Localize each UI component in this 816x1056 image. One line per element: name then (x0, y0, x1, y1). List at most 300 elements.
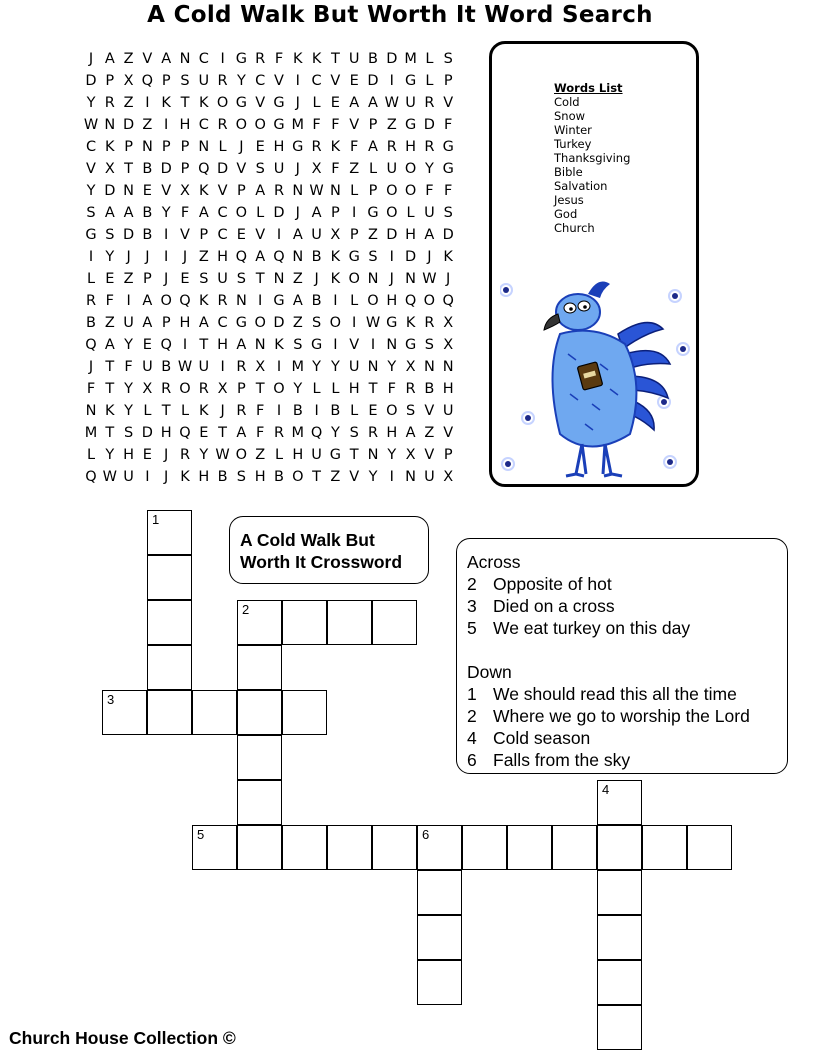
word-search-letter: K (161, 95, 171, 111)
word-search-letter: U (348, 51, 360, 67)
crossword-cell[interactable] (147, 600, 192, 645)
word-search-letter: O (273, 381, 285, 397)
crossword-cell[interactable] (372, 600, 417, 645)
word-search-letter: G (85, 227, 97, 243)
clue-text: Died on a cross (493, 596, 615, 616)
clue-number: 6 (467, 750, 477, 770)
word-search-letter: T (180, 95, 190, 111)
word-search-letter: I (88, 249, 94, 265)
word-search-letter: X (142, 381, 153, 397)
word-search-letter: B (330, 403, 341, 419)
crossword-cell[interactable] (597, 870, 642, 915)
word-search-letter: C (217, 315, 228, 331)
word-search-letter: Q (179, 293, 191, 309)
word-search-letter: O (254, 315, 266, 331)
word-search-letter: C (311, 73, 322, 89)
crossword-cell[interactable] (597, 780, 642, 825)
crossword-cell[interactable] (237, 780, 282, 825)
word-search-letter: I (220, 51, 225, 67)
word-search-letter: P (237, 381, 246, 397)
word-search-letter: A (255, 183, 266, 199)
clue-text: We should read this all the time (493, 684, 737, 704)
down-clue (467, 749, 787, 771)
crossword-cell[interactable] (687, 825, 732, 870)
word-search-letter: K (330, 139, 341, 155)
word-search-letter: H (292, 447, 304, 463)
word-search-letter: D (273, 205, 285, 221)
word-search-letter: M (291, 117, 305, 133)
word-search-letter: H (179, 117, 191, 133)
word-search-letter: S (349, 425, 359, 441)
word-search-letter: N (198, 139, 210, 155)
word-search-letter: G (310, 337, 323, 353)
word-search-letter: G (386, 315, 398, 331)
word-search-letter: Q (160, 337, 172, 353)
word-search-letter: X (405, 447, 416, 463)
word-search-letter: V (142, 51, 153, 67)
word-search-letter: Q (235, 249, 248, 265)
word-search-letter: D (442, 227, 454, 243)
word-search-letter: N (254, 337, 266, 353)
word-search-letter: I (352, 205, 357, 221)
word-search-letter: J (164, 447, 169, 463)
word-search-letter: F (444, 117, 453, 133)
word-search-letter: K (311, 51, 322, 67)
down-clue (467, 705, 787, 727)
crossword-cell[interactable] (237, 690, 282, 735)
word-search-letter: V (424, 447, 435, 463)
word-search-letter: C (217, 227, 228, 243)
word-search-letter: N (367, 271, 379, 287)
word-search-letter: M (291, 425, 305, 441)
word-search-letter: C (255, 73, 266, 89)
word-search-letter: Z (198, 249, 209, 265)
crossword-cell[interactable] (552, 825, 597, 870)
word-search-letter: V (330, 73, 341, 89)
word-search-letter: X (255, 359, 266, 375)
down-clue (467, 683, 787, 705)
crossword-cell[interactable] (237, 600, 282, 645)
word-search-letter: U (424, 205, 435, 221)
word-search-letter: W (102, 469, 117, 485)
word-search-letter: M (84, 425, 98, 441)
clue-number: 5 (467, 618, 477, 638)
word-search-letter: N (179, 51, 191, 67)
word-search-letter: R (85, 293, 97, 309)
word-search-letter: J (164, 271, 169, 287)
word-search-letter: A (292, 227, 303, 243)
word-search-letter: G (348, 249, 360, 265)
word-search-letter: A (255, 249, 266, 265)
word-search-letter: A (104, 337, 115, 353)
word-search-letter: D (405, 249, 417, 265)
word-search-letter: R (405, 381, 416, 397)
crossword-cell-number: 6 (422, 827, 430, 842)
word-search-letter: U (442, 403, 454, 419)
word-search-letter: G (235, 95, 248, 111)
word-search-letter: S (443, 205, 453, 221)
word-search-letter: Y (86, 95, 96, 111)
word-search-letter: D (141, 425, 153, 441)
crossword-cell-number: 3 (107, 692, 115, 707)
word-search-letter: V (180, 227, 190, 243)
word-search-letter: I (352, 315, 357, 331)
crossword-cell[interactable] (192, 690, 237, 735)
word-search-letter: Y (124, 381, 134, 397)
word-search-letter: T (255, 381, 265, 397)
word-search-letter: L (406, 205, 415, 221)
word-search-letter: Q (85, 469, 97, 485)
word-search-letter: K (199, 95, 209, 111)
word-search-letter: H (273, 139, 285, 155)
word-search-letter: E (105, 271, 115, 287)
word-search-letter: B (142, 161, 153, 177)
word-search-letter: E (199, 425, 209, 441)
word-search-letter: A (236, 425, 247, 441)
word-search-letter: X (123, 73, 134, 89)
word-search-letter: W (422, 271, 437, 287)
word-search-letter: R (198, 381, 209, 397)
word-search-letter: G (273, 95, 285, 111)
word-search-letter: Z (292, 315, 303, 331)
word-search-letter: T (218, 425, 228, 441)
word-search-letter: K (330, 249, 341, 265)
word-search-letter: I (389, 73, 394, 89)
word-search-letter: K (199, 403, 209, 419)
word-search-letter: N (123, 183, 135, 199)
word-search-letter: O (235, 117, 248, 133)
word-search-letter: I (389, 469, 394, 485)
word-search-letter: J (239, 139, 244, 155)
word-search-letter: N (292, 183, 304, 199)
crossword-cell[interactable] (147, 690, 192, 735)
word-search-letter: H (160, 425, 172, 441)
crossword-title (229, 516, 429, 584)
crossword-cell[interactable] (192, 825, 237, 870)
crossword-cell[interactable] (372, 825, 417, 870)
word-search-letter: I (145, 95, 150, 111)
word-search-letter: Z (123, 271, 134, 287)
word-search-letter: Y (105, 447, 115, 463)
word-search-letter: I (126, 293, 131, 309)
crossword-cell[interactable] (417, 915, 462, 960)
word-search-letter: G (404, 117, 417, 133)
crossword-cell[interactable] (102, 690, 147, 735)
word-search-letter: O (292, 469, 304, 485)
word-search-letter: G (273, 293, 285, 309)
word-search-letter: F (256, 425, 265, 441)
crossword-cell[interactable] (282, 600, 327, 645)
clue-number: 3 (467, 596, 477, 616)
word-search-letter: A (198, 315, 209, 331)
word-search-letter: O (386, 205, 398, 221)
crossword-cell[interactable] (282, 690, 327, 735)
word-search-letter: Y (124, 403, 134, 419)
word-search-letter: P (349, 227, 359, 243)
word-search-letter: U (311, 227, 322, 243)
word-search-letter: A (104, 205, 115, 221)
cold-turkey-icon (500, 264, 690, 484)
crossword-cell[interactable] (237, 645, 282, 690)
word-search-letter: L (274, 447, 284, 463)
word-search-letter: L (86, 271, 96, 287)
word-search-letter: P (161, 139, 171, 155)
word-search-letter: R (424, 139, 435, 155)
word-search-letter: X (104, 161, 115, 177)
word-search-letter: V (349, 469, 360, 485)
word-search-letter: O (423, 293, 436, 309)
word-search-letter: I (220, 359, 225, 375)
word-search-letter: H (123, 447, 135, 463)
word-search-letter: B (311, 293, 322, 309)
word-search-letter: Y (293, 381, 303, 397)
word-search-letter: O (348, 271, 360, 287)
word-search-letter: T (161, 403, 171, 419)
word-search-letter: D (217, 161, 229, 177)
word-search-letter: E (368, 403, 378, 419)
word-search-letter: D (386, 51, 398, 67)
word-search-letter: L (256, 205, 265, 221)
word-search-letter: S (405, 403, 416, 419)
word-search-letter: W (384, 95, 399, 111)
word-search-letter: D (160, 161, 172, 177)
word-search-letter: T (255, 271, 265, 287)
word-search-letter: Z (424, 425, 435, 441)
word-search-letter: K (330, 271, 341, 287)
clue-number: 2 (467, 706, 477, 726)
word-search-letter: D (273, 315, 285, 331)
word-list-item: Cold (554, 95, 580, 109)
word-search-letter: Z (386, 117, 397, 133)
word-search-letter: P (237, 183, 246, 199)
word-search-letter: F (350, 139, 359, 155)
word-list-item: God (554, 207, 578, 221)
word-search-letter: Z (330, 469, 341, 485)
word-list-title: Words List (554, 81, 623, 95)
crossword-cell[interactable] (237, 825, 282, 870)
word-search-letter: A (405, 425, 416, 441)
word-search-letter: N (405, 271, 417, 287)
word-search-letter: Y (330, 425, 340, 441)
word-search-letter: X (443, 315, 454, 331)
word-search-letter: J (295, 161, 300, 177)
crossword-title-line: A Cold Walk But (240, 530, 375, 550)
word-search-letter: I (333, 293, 338, 309)
word-search-letter: J (295, 95, 300, 111)
word-search-letter: K (105, 139, 115, 155)
word-search-letter: V (86, 161, 96, 177)
word-search-letter: R (236, 359, 247, 375)
word-search-letter: C (198, 117, 209, 133)
word-search-letter: D (423, 117, 435, 133)
word-search-letter: T (330, 51, 340, 67)
crossword-cell[interactable] (327, 600, 372, 645)
word-search-letter: R (386, 139, 397, 155)
crossword-cell[interactable] (642, 825, 687, 870)
word-search-letter: M (404, 51, 417, 67)
word-search-letter: B (424, 381, 435, 397)
word-search-letter: N (273, 271, 285, 287)
word-search-letter: L (331, 381, 340, 397)
word-search-letter: O (404, 161, 417, 177)
word-search-letter: I (164, 227, 169, 243)
crossword-cell[interactable] (597, 915, 642, 960)
crossword-cell-number: 4 (602, 782, 610, 797)
word-search-letter: B (142, 205, 153, 221)
word-search-letter: A (368, 95, 378, 111)
word-search-letter: W (83, 117, 99, 133)
word-search-letter: V (349, 337, 360, 353)
word-search-letter: Z (104, 315, 115, 331)
word-search-letter: F (105, 293, 114, 309)
word-search-letter: V (255, 95, 266, 111)
word-search-letter: L (368, 161, 378, 177)
word-search-letter: I (314, 403, 319, 419)
word-search-letter: L (350, 293, 359, 309)
word-search-letter: Y (387, 359, 397, 375)
word-search-letter: J (314, 271, 319, 287)
word-search-letter: H (348, 381, 360, 397)
word-search-letter: O (386, 183, 398, 199)
crossword-cell[interactable] (282, 825, 327, 870)
clue-number: 4 (467, 728, 477, 748)
word-search-letter: N (141, 139, 153, 155)
word-search-letter: N (386, 337, 398, 353)
word-search-letter: A (349, 95, 360, 111)
word-search-letter: S (368, 249, 378, 265)
word-search-letter: U (273, 161, 285, 177)
word-search-letter: J (220, 403, 225, 419)
word-search-letter: O (179, 381, 191, 397)
word-list-item: Bible (554, 165, 583, 179)
word-search-letter: G (442, 139, 454, 155)
word-search-letter: T (312, 469, 322, 485)
word-search-letter: R (217, 117, 228, 133)
word-search-letter: V (349, 117, 360, 133)
word-search-letter: K (199, 183, 209, 199)
word-search-letter: T (368, 381, 378, 397)
word-search-letter: Y (199, 447, 209, 463)
clue-text: We eat turkey on this day (493, 618, 691, 638)
word-search-letter: Y (236, 73, 246, 89)
word-search-letter: J (182, 249, 188, 265)
word-search-letter: A (142, 293, 153, 309)
word-search-letter: P (443, 447, 453, 463)
word-search-letter: F (331, 161, 340, 177)
word-list-item: Church (554, 221, 595, 235)
word-search-letter: H (386, 425, 398, 441)
word-search-letter: H (386, 293, 398, 309)
word-list-box (489, 41, 699, 487)
word-search-letter: Z (142, 117, 153, 133)
word-search-letter: B (311, 249, 322, 265)
crossword-cell[interactable] (462, 825, 507, 870)
word-search-letter: I (370, 337, 376, 353)
word-search-letter: I (389, 249, 394, 265)
word-search-letter: E (180, 271, 190, 287)
word-search-letter: K (405, 315, 416, 331)
word-search-letter: X (311, 161, 322, 177)
word-search-letter: P (368, 117, 378, 133)
crossword-cell[interactable] (417, 825, 462, 870)
word-search-letter: F (180, 205, 190, 221)
crossword-cell[interactable] (597, 825, 642, 870)
word-search-letter: R (424, 315, 435, 331)
word-search-letter: Q (179, 425, 191, 441)
word-search-letter: F (444, 183, 453, 199)
word-search-letter: K (443, 249, 453, 265)
crossword-cell[interactable] (417, 960, 462, 1005)
crossword-cell[interactable] (147, 510, 192, 555)
word-search-letter: U (424, 469, 435, 485)
word-search-letter: U (311, 447, 322, 463)
word-search-letter: T (105, 381, 115, 397)
crossword-cell[interactable] (417, 870, 462, 915)
word-search-letter: R (255, 51, 266, 67)
across-clue (467, 617, 787, 639)
word-search-letter: S (199, 271, 209, 287)
crossword-cell[interactable] (507, 825, 552, 870)
word-search-letter: G (235, 51, 248, 67)
word-search-letter: O (329, 315, 342, 331)
word-search-letter: P (161, 73, 171, 89)
word-search-letter: U (386, 161, 398, 177)
crossword-cell[interactable] (147, 645, 192, 690)
word-search-letter: V (161, 183, 172, 199)
word-search-letter: W (309, 183, 324, 199)
word-search-letter: P (180, 161, 190, 177)
word-search-letter: I (145, 469, 150, 485)
down-heading: Down (467, 662, 512, 682)
word-search-letter: F (124, 359, 133, 375)
word-search-letter: Y (368, 469, 378, 485)
word-list-item: Salvation (554, 179, 608, 193)
word-search-letter: Y (312, 359, 322, 375)
word-list-item: Turkey (554, 137, 592, 151)
word-search-letter: U (198, 73, 210, 89)
word-search-letter: D (85, 73, 97, 89)
word-search-letter: P (105, 73, 115, 89)
clue-number: 2 (467, 574, 477, 594)
word-search-letter: B (292, 403, 303, 419)
word-search-letter: P (143, 271, 152, 287)
word-search-letter: V (443, 425, 454, 441)
word-search-letter: S (236, 469, 246, 485)
crossword-cell[interactable] (147, 555, 192, 600)
clue-text: Cold season (493, 728, 591, 748)
crossword-cell[interactable] (597, 960, 642, 1005)
word-search-letter: S (105, 227, 115, 243)
word-search-letter: L (218, 139, 227, 155)
word-list-item: Thanksgiving (554, 151, 631, 165)
word-search-letter: S (293, 337, 303, 353)
crossword-cell[interactable] (597, 1005, 642, 1050)
word-search-letter: R (273, 425, 285, 441)
crossword-cell[interactable] (237, 735, 282, 780)
word-search-letter: R (179, 447, 191, 463)
word-search-letter: X (180, 183, 190, 199)
word-search-letter: X (217, 381, 228, 397)
word-search-letter: Q (85, 337, 97, 353)
word-search-letter: Q (273, 249, 285, 265)
crossword-cell[interactable] (327, 825, 372, 870)
word-search-letter: N (104, 117, 116, 133)
word-search-letter: P (199, 227, 209, 243)
word-search-letter: T (105, 425, 115, 441)
word-search-letter: B (368, 51, 378, 67)
clue-text: Where we go to worship the Lord (493, 706, 750, 726)
word-search-letter: K (293, 51, 303, 67)
